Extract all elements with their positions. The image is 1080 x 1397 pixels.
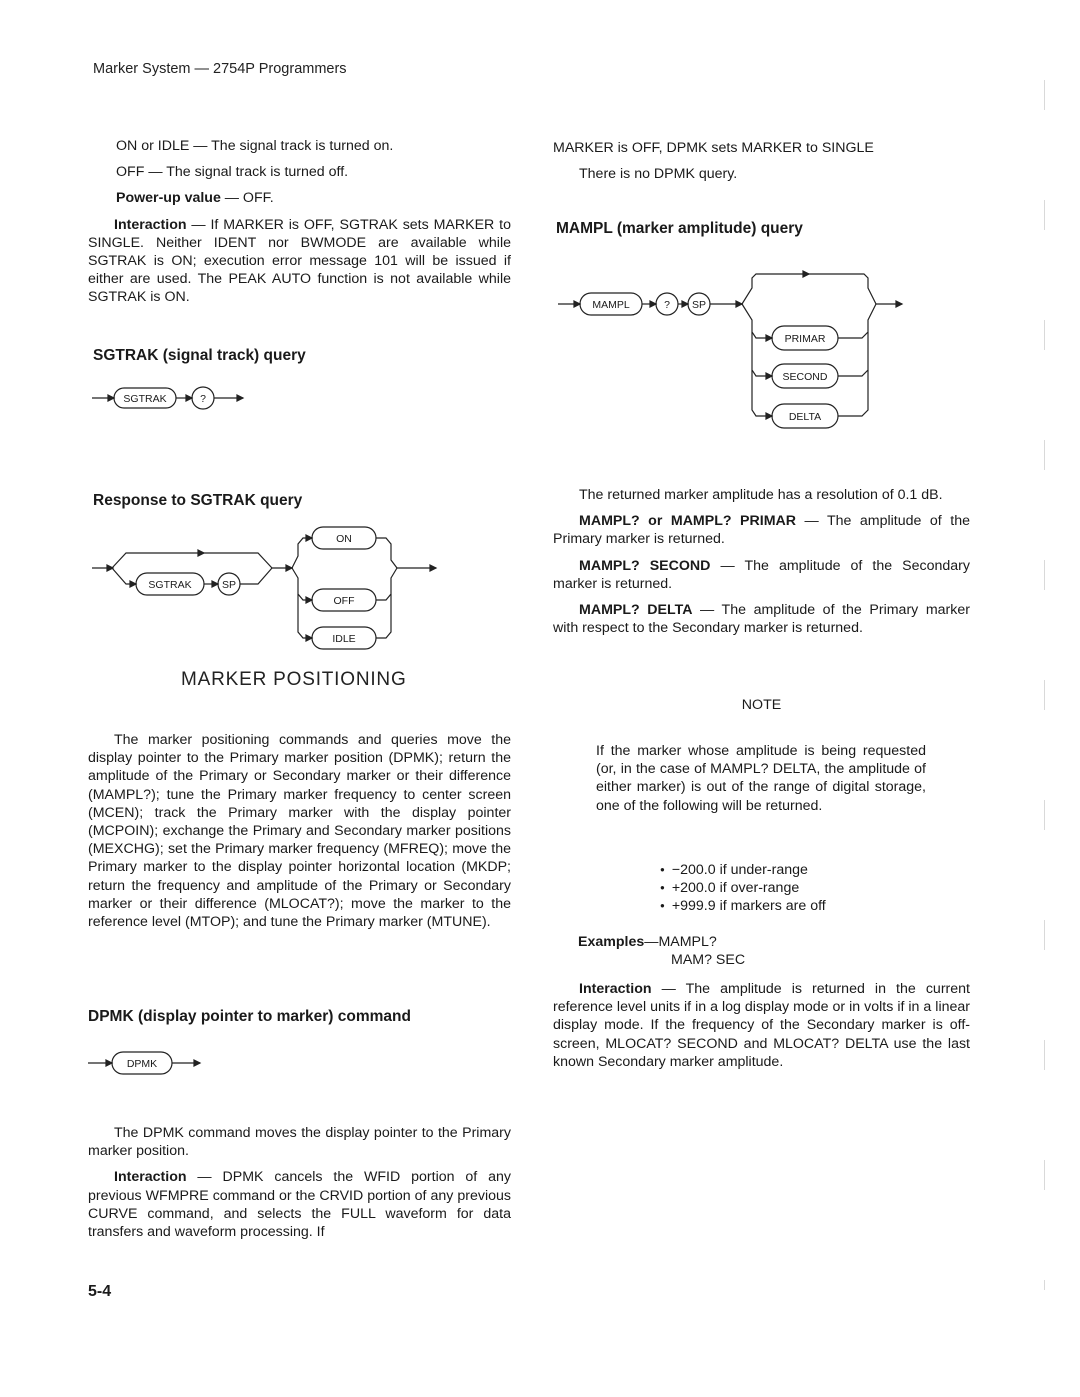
dpmk-no-query: There is no DPMK query. — [579, 166, 738, 183]
def-on-idle: ON or IDLE — The signal track is turned on. — [116, 138, 394, 154]
dpmk-syntax-diagram — [86, 1045, 216, 1081]
sgtrak-interaction: Interaction — If MARKER is OFF, SGTRAK sets MARKER to SINGLE. Neither IDENT nor BWMODE are available while SGTRAK is ON; execution error message 101 will be issued if either are used. The PEAK AUTO function is not available while SGTRAK is ON. — [88, 216, 511, 306]
mampl-interaction-block — [553, 980, 970, 1079]
mampl-description — [553, 486, 970, 645]
mampl-form-primar: MAMPL? or MAMPL? PRIMAR — The amplitude of the Primary marker is returned. — [553, 513, 970, 548]
node-dpmk: DPMK — [126, 1058, 158, 1070]
dpmk-interaction: Interaction — DPMK cancels the WFID portion of any previous WFMPRE command or the CRVID portion of any previous CURVE command, and selects the FULL waveform for data transfers and waveform processing. If — [88, 1169, 511, 1241]
list-item: ● −200.0 if under-range — [660, 861, 826, 879]
dpmk-heading: DPMK (display pointer to marker) command — [88, 1008, 411, 1025]
dpmk-description-block — [88, 1124, 511, 1249]
sgtrak-query-syntax-diagram — [90, 380, 260, 416]
note-heading: NOTE — [741, 697, 782, 713]
list-item: ● +200.0 if over-range — [660, 879, 826, 897]
list-item: ● +999.9 if markers are off — [660, 897, 826, 915]
node-sgtrak: SGTRAK — [148, 579, 192, 591]
sgtrak-response-syntax-diagram — [90, 520, 450, 655]
def-off: OFF — The signal track is turned off. — [116, 164, 349, 181]
return-values-list — [660, 861, 826, 915]
section-title-marker-positioning: MARKER POSITIONING — [181, 669, 407, 690]
node-question: ? — [200, 393, 206, 405]
running-head: Marker System — 2754P Programmers — [93, 61, 347, 77]
example-2: MAM? SEC — [671, 952, 746, 968]
node-off: OFF — [333, 595, 355, 607]
scan-margin-artifact — [1044, 40, 1045, 1290]
node-idle: IDLE — [332, 633, 356, 645]
mampl-syntax-diagram — [556, 268, 916, 433]
mampl-interaction: Interaction — The amplitude is returned in the current reference level units if in a log display mode or in volts if in a linear display mode. If the frequency of the Secondary marker is off-screen, MLOCAT? SECOND and MLOCAT? DELTA use the last known Secondary marker amplitude. — [553, 981, 970, 1070]
node-sp: SP — [221, 579, 237, 591]
example-1: MAMPL? — [658, 934, 717, 950]
mampl-form-second: MAMPL? SECOND — The amplitude of the Secondary marker is returned. — [553, 557, 970, 592]
sgtrak-response-heading: Response to SGTRAK query — [93, 492, 303, 509]
examples: Examples—MAMPL? MAM? SEC — [578, 934, 746, 968]
dpmk-description: The DPMK command moves the display pointer to the Primary marker position. — [88, 1125, 511, 1160]
node-delta: DELTA — [788, 411, 822, 423]
node-mampl: MAMPL — [592, 299, 630, 311]
resolution-text: The returned marker amplitude has a resolution of 0.1 dB. — [579, 487, 943, 503]
node-primar: PRIMAR — [784, 333, 826, 345]
positioning-intro: The marker positioning commands and queries move the display pointer to the Primary marker position (DPMK); return the amplitude of the Primary or Secondary marker or their difference (MAMPL?); tune the Primary marker frequency to center screen (MCEN); track the Primary marker with the display pointer (MCPOIN); exchange the Primary and Secondary marker positions (MEXCHG); set the Primary marker frequency (MFREQ); move the Primary marker to the display pointer horizontal location (MKDP; return the frequency and amplitude of the Primary or Secondary marker or their difference (MLOCAT?); move the marker to the reference level (MTOP); and tune the Primary marker (MTUNE). — [88, 732, 511, 931]
note-body: If the marker whose amplitude is being requested (or, in the case of MAMPL? DELTA, the amplitude of either marker) is out of the range of digital storage, one of the following will be returned. — [596, 743, 926, 814]
sgtrak-arguments — [88, 137, 511, 315]
mampl-heading: MAMPL (marker amplitude) query — [556, 220, 803, 237]
mampl-form-delta: MAMPL? DELTA — The amplitude of the Primary marker with respect to the Secondary marker is returned. — [553, 602, 970, 637]
node-sgtrak: SGTRAK — [123, 393, 167, 405]
page-number: 5-4 — [88, 1283, 112, 1300]
sgtrak-query-heading: SGTRAK (signal track) query — [93, 347, 306, 364]
node-sp: SP — [691, 299, 707, 311]
dpmk-continued: MARKER is OFF, DPMK sets MARKER to SINGLE There is no DPMK query. — [553, 139, 970, 191]
def-power-up: Power-up value — OFF. — [116, 190, 274, 207]
node-on: ON — [336, 533, 352, 545]
examples-label: Examples — [578, 934, 645, 950]
node-question: ? — [664, 299, 670, 311]
node-second: SECOND — [782, 371, 828, 383]
